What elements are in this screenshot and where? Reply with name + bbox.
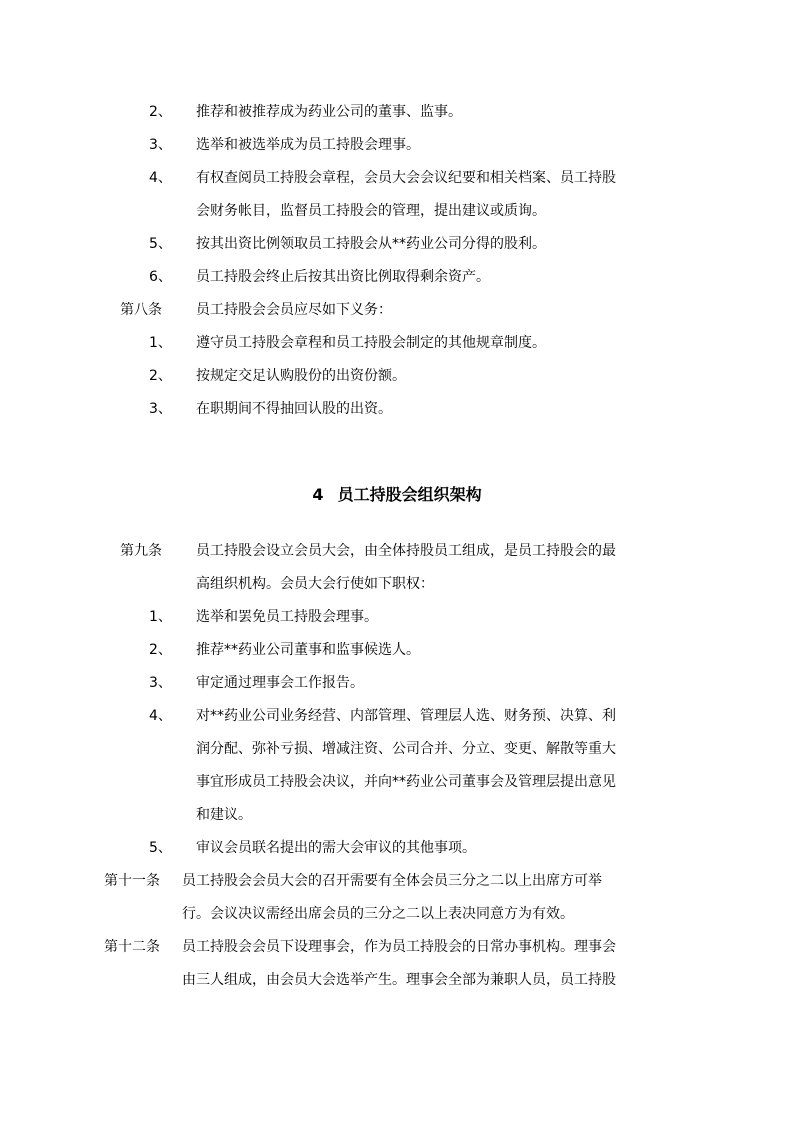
article-label: 第九条: [120, 543, 162, 559]
section-heading: [0, 484, 794, 506]
article-label: 第十一条: [104, 873, 160, 889]
list-item-text-cont: 润分配、弥补亏损、增减注资、公司合并、分立、变更、解散等重大: [196, 741, 616, 757]
article-text: 员工持股会设立会员大会，由全体持股员工组成，是员工持股会的最: [196, 543, 616, 559]
list-item-text: 员工持股会终止后按其出资比例取得剩余资产。: [196, 269, 490, 285]
list-number: 3、: [149, 137, 172, 153]
section-title: 员工持股会组织架构: [337, 485, 482, 504]
list-number: 5、: [149, 840, 172, 856]
list-number: 1、: [149, 335, 172, 351]
list-number: 1、: [149, 609, 172, 625]
list-item-text: 有权查阅员工持股会章程，会员大会会议纪要和相关档案、员工持股: [196, 170, 616, 186]
list-item-text: 审定通过理事会工作报告。: [196, 675, 364, 691]
list-item-text-cont: 事宜形成员工持股会决议，并向**药业公司董事会及管理层提出意见: [196, 774, 616, 790]
list-item-text: 推荐和被推荐成为药业公司的董事、监事。: [196, 104, 462, 120]
list-number: 4、: [149, 708, 172, 724]
list-number: 5、: [149, 236, 172, 252]
article-text-cont: 高组织机构。会员大会行使如下职权：: [196, 576, 434, 592]
article-text: 员工持股会会员下设理事会，作为员工持股会的日常办事机构。理事会: [182, 939, 616, 955]
article-label: 第十二条: [104, 939, 160, 955]
article-text: 员工持股会会员应尽如下义务：: [196, 302, 392, 318]
article-text: 员工持股会会员大会的召开需要有全体会员三分之二以上出席方可举: [182, 873, 602, 889]
list-number: 2、: [149, 104, 172, 120]
list-item-text: 对**药业公司业务经营、内部管理、管理层人选、财务预、决算、利: [196, 708, 616, 724]
list-number: 2、: [149, 368, 172, 384]
list-number: 6、: [149, 269, 172, 285]
list-item-text: 按规定交足认购股份的出资份额。: [196, 368, 406, 384]
list-number: 3、: [149, 401, 172, 417]
section-number: 4: [312, 485, 324, 504]
list-item-text-cont: 和建议。: [196, 807, 252, 823]
list-item-text: 审议会员联名提出的需大会审议的其他事项。: [196, 840, 476, 856]
article-text-cont: 行。会议决议需经出席会员的三分之二以上表决同意方为有效。: [182, 906, 574, 922]
list-item-text: 按其出资比例领取员工持股会从**药业公司分得的股利。: [196, 236, 546, 252]
article-label: 第八条: [120, 302, 162, 318]
list-number: 3、: [149, 675, 172, 691]
list-item-text: 选举和罢免员工持股会理事。: [196, 609, 378, 625]
article-text-cont: 由三人组成，由会员大会选举产生。理事会全部为兼职人员，员工持股: [182, 972, 616, 988]
list-number: 4、: [149, 170, 172, 186]
list-number: 2、: [149, 642, 172, 658]
list-item-text: 在职期间不得抽回认股的出资。: [196, 401, 392, 417]
list-item-text: 推荐**药业公司董事和监事候选人。: [196, 642, 420, 658]
list-item-text: 遵守员工持股会章程和员工持股会制定的其他规章制度。: [196, 335, 546, 351]
list-item-text-cont: 会财务帐目，监督员工持股会的管理，提出建议或质询。: [196, 203, 546, 219]
list-item-text: 选举和被选举成为员工持股会理事。: [196, 137, 420, 153]
